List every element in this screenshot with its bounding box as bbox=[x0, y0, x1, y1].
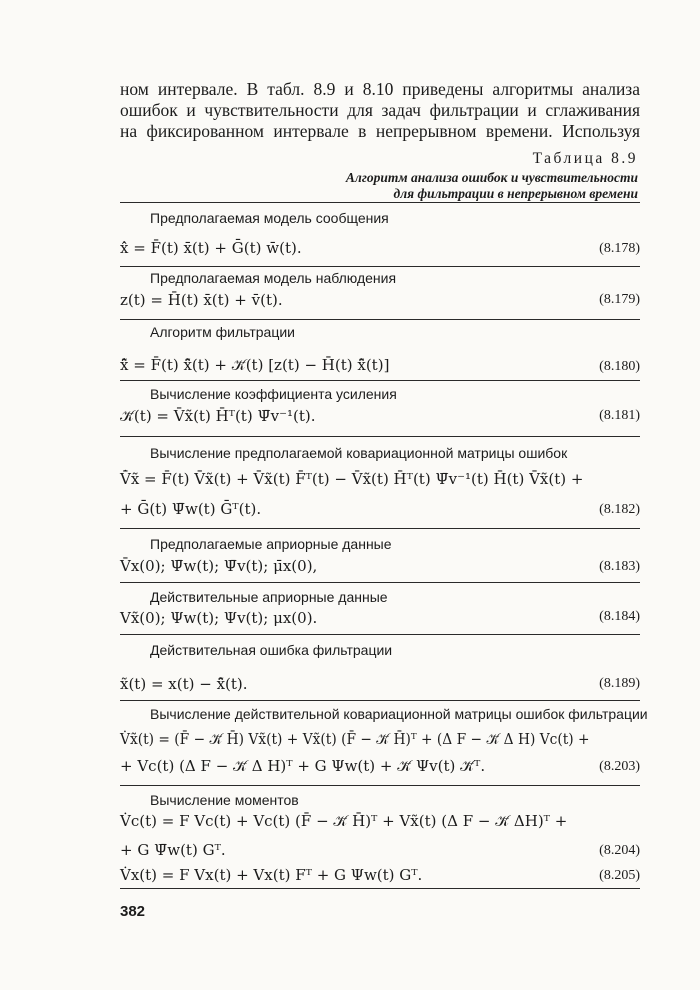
equation-number: (8.183) bbox=[599, 559, 640, 574]
table-rule bbox=[120, 436, 640, 437]
section-caption: Действительные априорные данные bbox=[150, 589, 388, 605]
formula: V̇c(t) = F Vc(t) + Vc(t) (F̄ − 𝒦̄ H̄)ᵀ + Vx̃(t) (Δ F − 𝒦̄ ΔH)ᵀ + bbox=[120, 812, 568, 830]
table-rule bbox=[120, 319, 640, 320]
table-rule bbox=[120, 634, 640, 635]
formula: + Ḡ(t) Ψ̄w(t) Ḡᵀ(t). bbox=[120, 500, 262, 518]
equation-number: (8.204) bbox=[599, 843, 640, 858]
equation-number: (8.182) bbox=[599, 502, 640, 517]
table-rule bbox=[120, 700, 640, 701]
formula: V̇x̃(t) = (F̄ − 𝒦̄ H̄) Vx̃(t) + Vx̃(t) (F̄ − 𝒦̄ H̄)ᵀ + (Δ F − 𝒦̄ Δ H) Vc(t) + bbox=[120, 730, 590, 748]
table-title bbox=[346, 170, 638, 202]
intro-line-2: ошибок и чувствительности для задач фильтрации и сглаживания bbox=[120, 100, 640, 120]
section-caption: Действительная ошибка фильтрации bbox=[150, 642, 393, 658]
formula: V̄x(0); Ψ̄w(t); Ψ̄v(t); μ̄x(0), bbox=[120, 557, 318, 575]
formula: Vx̃(0); Ψw(t); Ψv(t); μx(0). bbox=[120, 609, 318, 627]
equation-number: (8.205) bbox=[599, 868, 640, 883]
formula: V̇x(t) = F Vx(t) + Vx(t) Fᵀ + G Ψw(t) Gᵀ. bbox=[120, 866, 423, 884]
table-title-line-2: для фильтрации в непрерывном времени bbox=[393, 186, 638, 201]
formula: x̃̂̇ = F̄(t) x̃̂(t) + 𝒦̄(t) [z(t) − H̄(t) x̃̂(t)] bbox=[120, 356, 390, 374]
intro-line-3: на фиксированном интервале в непрерывном времени. Используя bbox=[120, 121, 640, 141]
formula: x̃(t) = x(t) − x̃̂(t). bbox=[120, 675, 248, 693]
section-caption: Алгоритм фильтрации bbox=[150, 324, 295, 340]
section-caption: Вычисление предполагаемой ковариационной матрицы ошибок bbox=[150, 445, 568, 461]
formula: z(t) = H̄(t) x̄(t) + v̄(t). bbox=[120, 291, 283, 309]
formula: x̂̇ = F̄(t) x̄(t) + Ḡ(t) w̄(t). bbox=[120, 239, 302, 257]
equation-number: (8.181) bbox=[599, 408, 640, 423]
formula: V̄̇x̃ = F̄(t) V̄x̃(t) + V̄x̃(t) F̄ᵀ(t) − V̄x̃(t) H̄ᵀ(t) Ψ̄v⁻¹(t) H̄(t) V̄x̃(t) + bbox=[120, 470, 584, 488]
section-caption: Вычисление коэффициента усиления bbox=[150, 386, 397, 402]
section-caption: Предполагаемые априорные данные bbox=[150, 536, 392, 552]
equation-number: (8.178) bbox=[599, 241, 640, 256]
intro-line-1: ном интервале. В табл. 8.9 и 8.10 приведены алгоритмы анализа bbox=[120, 79, 640, 99]
equation-number: (8.203) bbox=[599, 759, 640, 774]
section-caption: Предполагаемая модель сообщения bbox=[150, 210, 389, 226]
table-rule bbox=[120, 785, 640, 786]
table-rule bbox=[120, 528, 640, 529]
table-label: Таблица 8.9 bbox=[532, 150, 638, 167]
equation-number: (8.184) bbox=[599, 609, 640, 624]
section-caption: Вычисление действительной ковариационной матрицы ошибок фильтрации bbox=[150, 706, 648, 722]
equation-number: (8.180) bbox=[599, 359, 640, 374]
formula: + G Ψ̄w(t) Gᵀ. bbox=[120, 841, 226, 859]
table-title-line-1: Алгоритм анализа ошибок и чувствительности bbox=[345, 170, 638, 185]
section-caption: Вычисление моментов bbox=[150, 792, 299, 808]
formula: 𝒦̄(t) = V̄x̃(t) H̄ᵀ(t) Ψ̄v⁻¹(t). bbox=[120, 407, 316, 425]
equation-number: (8.179) bbox=[599, 292, 640, 307]
table-bottom-rule bbox=[120, 888, 640, 889]
formula: + Vc(t) (Δ F − 𝒦̄ Δ H)ᵀ + G Ψw(t) + 𝒦̄ Ψv(t) 𝒦̄ᵀ. bbox=[120, 757, 486, 775]
table-rule bbox=[120, 582, 640, 583]
equation-number: (8.189) bbox=[599, 676, 640, 691]
table-rule bbox=[120, 380, 640, 381]
table-rule bbox=[120, 202, 640, 203]
table-rule bbox=[120, 266, 640, 267]
section-caption: Предполагаемая модель наблюдения bbox=[150, 270, 397, 286]
page-number: 382 bbox=[120, 903, 146, 920]
